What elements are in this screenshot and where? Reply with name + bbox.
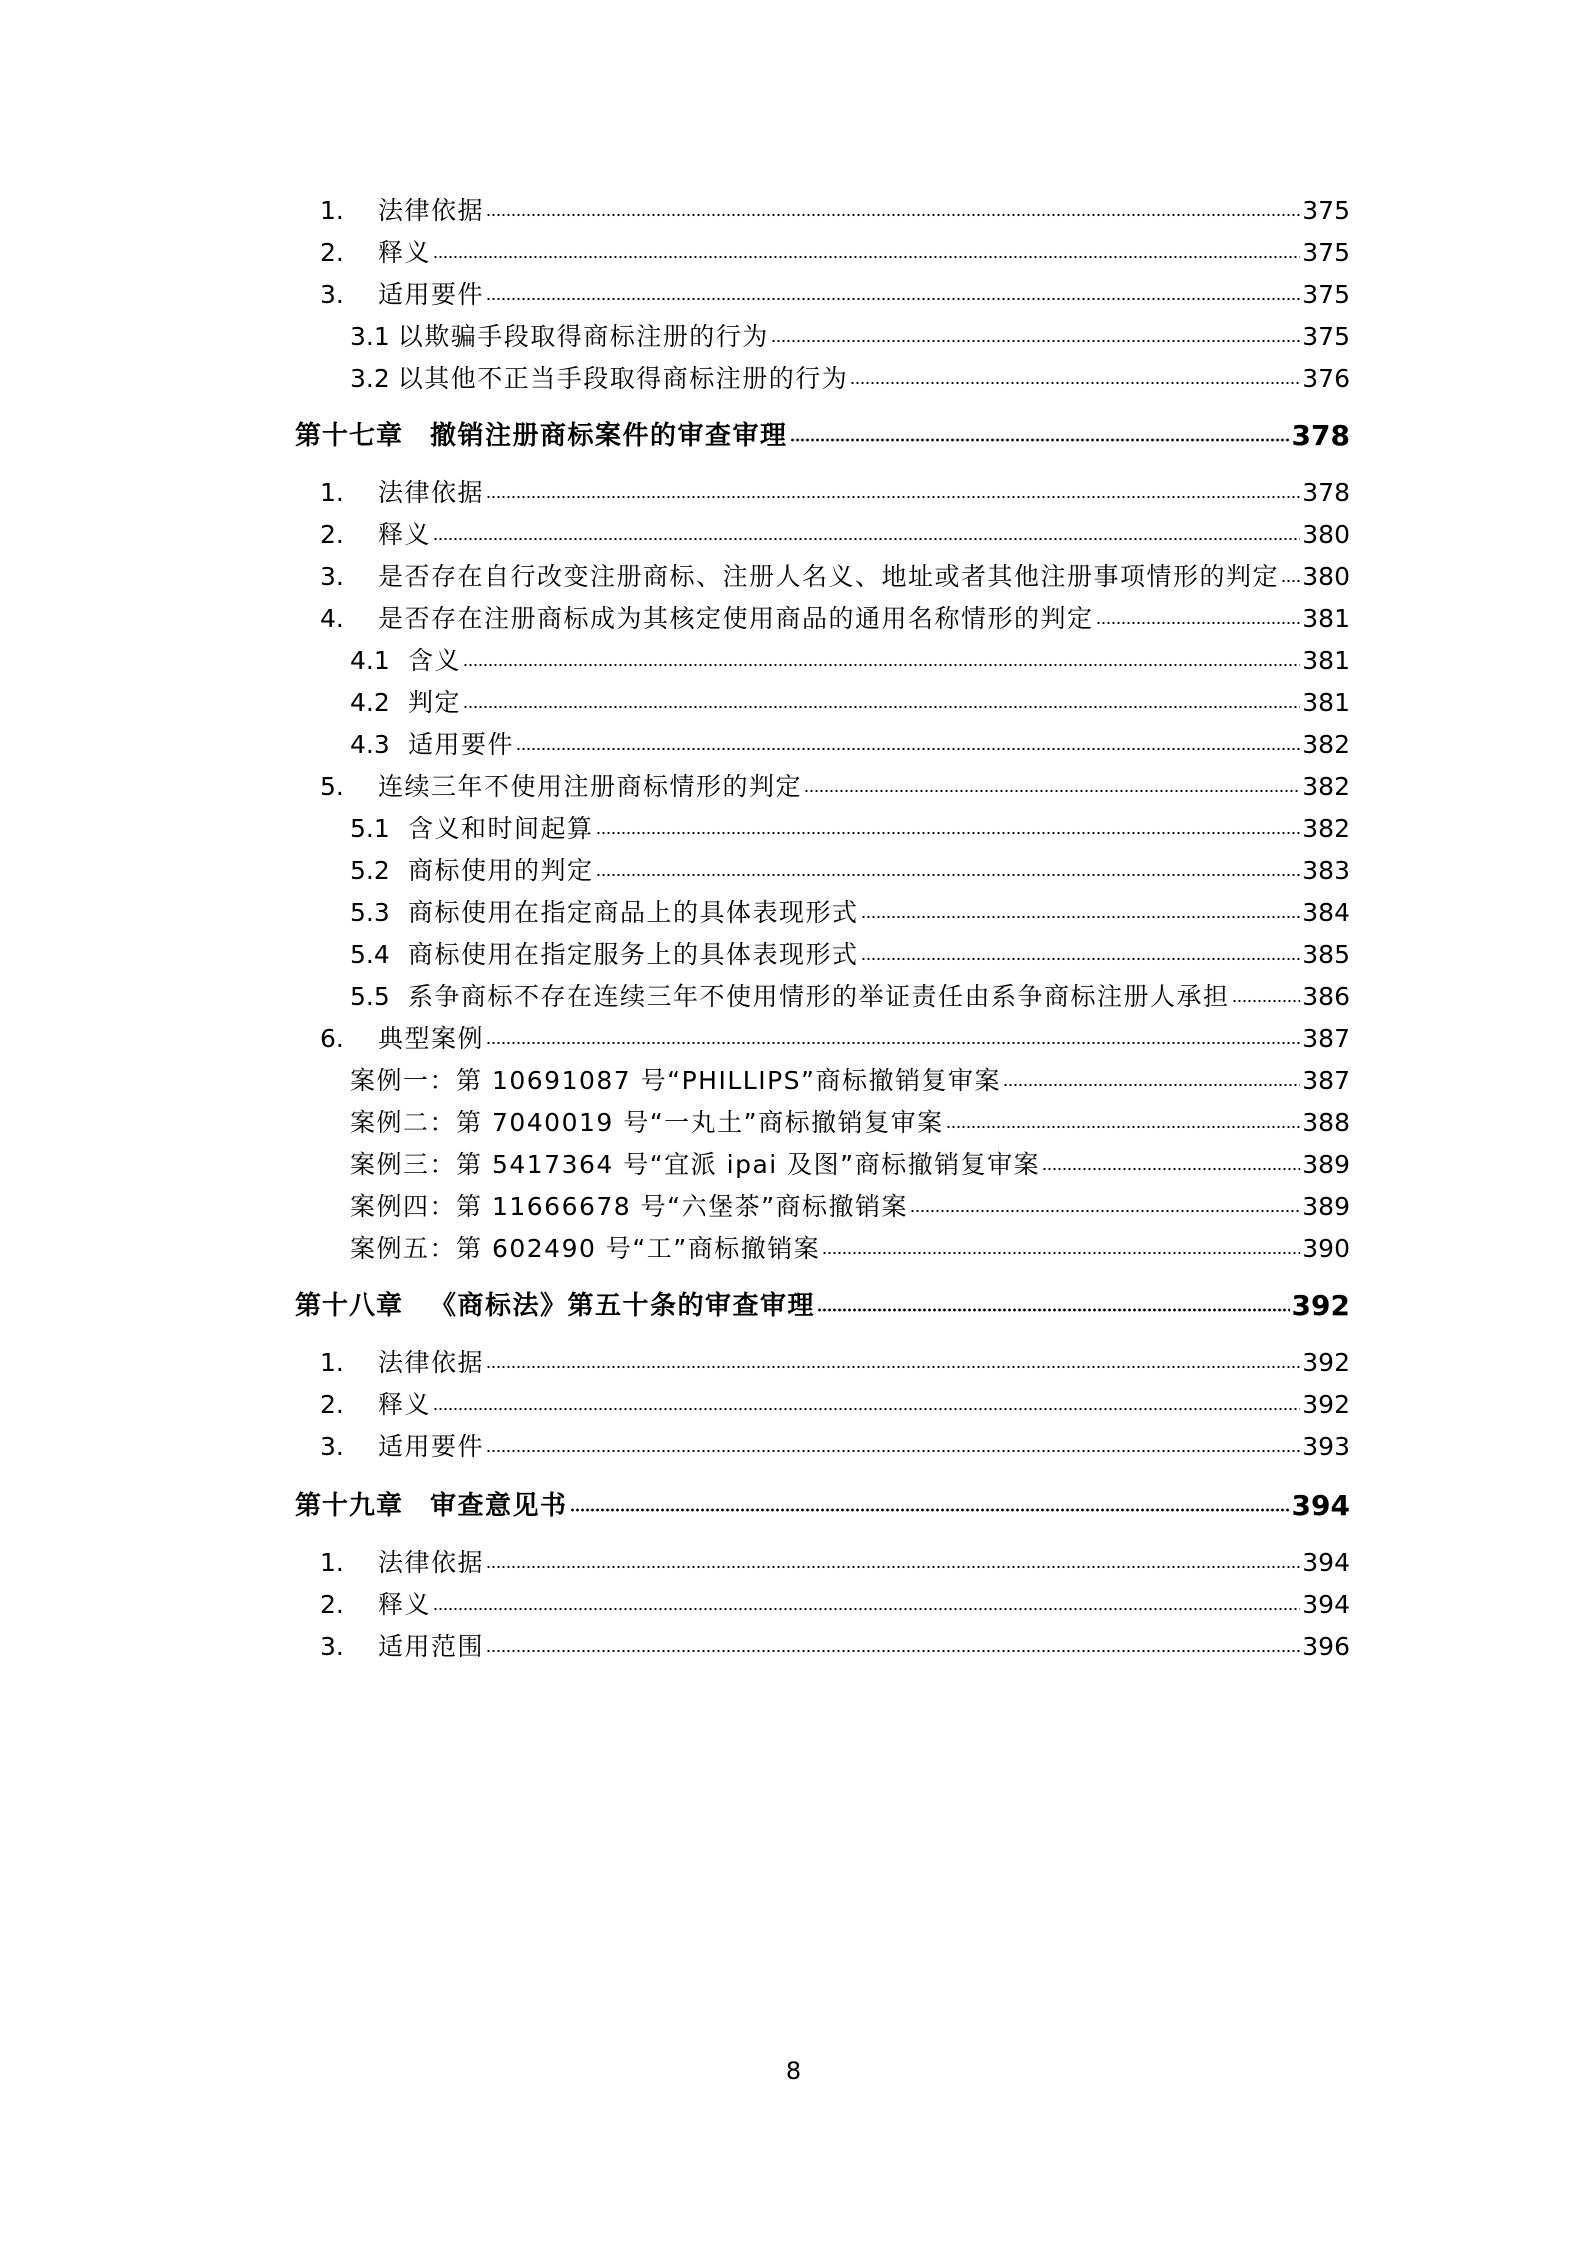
dot-leader [804,787,1300,795]
toc-entry-title: 案例五：第 602490 号“工”商标撤销案 [350,1234,821,1263]
toc-entry[interactable] [295,1620,1350,1662]
dot-leader [1042,1165,1300,1173]
toc-entry[interactable] [295,226,1350,268]
toc-entry-number: 2. [320,1590,344,1619]
dot-leader [570,1506,1290,1514]
toc-entry-title: 是否存在自行改变注册商标、注册人名义、地址或者其他注册事项情形的判定 [378,562,1280,591]
toc-entry-page: 386 [1302,982,1350,1011]
toc-entry-title: 撤销注册商标案件的审查审理 [430,421,788,451]
toc-entry-label [295,1108,944,1138]
toc-entry-number: 6. [320,1024,344,1053]
toc-entry-label [295,1024,484,1054]
toc-entry[interactable] [295,886,1350,928]
toc-entry-title: 释义 [378,520,432,549]
toc-entry-label [295,238,431,268]
dot-leader [486,1563,1300,1571]
toc-entry-page: 376 [1302,364,1350,393]
toc-entry-title: 商标使用在指定服务上的具体表现形式 [408,940,859,969]
dot-leader [486,1447,1300,1455]
toc-entry-title: 法律依据 [378,478,485,507]
toc-entry-label [295,730,514,760]
toc-entry-page: 378 [1291,419,1350,452]
dot-leader [817,1306,1290,1314]
toc-entry-page: 396 [1302,1632,1350,1661]
toc-entry-page: 380 [1302,520,1350,549]
toc-entry[interactable] [295,676,1350,718]
toc-entry-title: 适用范围 [378,1632,485,1661]
toc-entry-page: 375 [1302,322,1350,351]
toc-entry-page: 389 [1302,1150,1350,1179]
toc-entry-number: 3. [320,562,344,591]
toc-entry-title: 法律依据 [378,196,485,225]
toc-entry-label [295,772,802,802]
dot-leader [486,493,1300,501]
toc-entry[interactable] [295,844,1350,886]
toc-entry[interactable] [295,550,1350,592]
toc-entry-page: 382 [1302,730,1350,759]
toc-entry-title: 是否存在注册商标成为其核定使用商品的通用名称情形的判定 [378,604,1094,633]
dot-leader [790,436,1290,444]
toc-entry[interactable] [295,1536,1350,1578]
dot-leader [433,253,1300,261]
toc-entry-number: 5.2 [350,856,390,885]
toc-entry[interactable] [295,1180,1350,1222]
toc-entry-label [295,478,484,508]
dot-leader [516,745,1300,753]
toc-entry-title: 案例四：第 11666678 号“六堡茶”商标撤销案 [350,1192,909,1221]
toc-entry-label [295,1291,815,1321]
toc-entry-page: 381 [1302,688,1350,717]
toc-entry-page: 394 [1291,1489,1350,1522]
toc-entry-number: 5.5 [350,982,390,1011]
toc-entry-label [295,520,431,550]
toc-entry-label [295,421,788,451]
toc-entry-number: 4.3 [350,730,390,759]
toc-chapter-entry[interactable] [295,1279,1350,1321]
toc-entry-number: 5.4 [350,940,390,969]
toc-entry[interactable] [295,1012,1350,1054]
toc-entry-number: 3. [320,1432,344,1461]
toc-entry-number: 3.1 [350,322,390,351]
toc-entry-number: 3. [320,1632,344,1661]
dot-leader [910,1207,1300,1215]
toc-entry[interactable] [295,760,1350,802]
dot-leader [850,379,1300,387]
toc-entry-page: 387 [1302,1066,1350,1095]
toc-entry-title: 法律依据 [378,1348,485,1377]
toc-entry-page: 392 [1302,1390,1350,1419]
toc-entry[interactable] [295,310,1350,352]
toc-entry-label [295,1590,431,1620]
toc-entry-page: 382 [1302,814,1350,843]
dot-leader [596,829,1301,837]
toc-entry-title: 适用要件 [408,730,515,759]
page-number: 8 [785,2057,802,2085]
toc-entry-number: 1. [320,196,344,225]
toc-entry-number: 第十九章 [295,1491,404,1521]
toc-entry[interactable] [295,1096,1350,1138]
toc-entry-title: 案例三：第 5417364 号“宜派 ipai 及图”商标撤销复审案 [350,1150,1041,1179]
toc-entry-title: 含义和时间起算 [408,814,594,843]
toc-entry-page: 387 [1302,1024,1350,1053]
toc-entry-label [295,814,594,844]
toc-entry-page: 375 [1302,238,1350,267]
toc-entry[interactable] [295,970,1350,1012]
toc-entry-number: 3.2 [350,364,390,393]
toc-entry-title: 连续三年不使用注册商标情形的判定 [378,772,803,801]
dot-leader [861,955,1301,963]
toc-entry-title: 适用要件 [378,1432,485,1461]
toc-entry-number: 1. [320,1348,344,1377]
toc-entry-label [295,1348,484,1378]
toc-entry[interactable] [295,466,1350,508]
toc-entry[interactable] [295,1054,1350,1096]
dot-leader [433,535,1300,543]
toc-entry-page: 393 [1302,1432,1350,1461]
toc-entry-label [295,196,484,226]
toc-entry-page: 378 [1302,478,1350,507]
toc-entry-page: 390 [1302,1234,1350,1263]
dot-leader [486,1039,1300,1047]
toc-entry-label [295,604,1094,634]
toc-entry-number: 1. [320,1548,344,1577]
toc-entry-label [295,898,859,928]
toc-entry-label [295,1632,484,1662]
toc-entry[interactable] [295,1336,1350,1378]
dot-leader [463,661,1300,669]
toc-entry-title: 案例一：第 10691087 号“PHILLIPS”商标撤销复审案 [350,1066,1001,1095]
toc-entry[interactable] [295,268,1350,310]
toc-entry-page: 394 [1302,1548,1350,1577]
toc-entry-page: 381 [1302,604,1350,633]
toc-entry-page: 380 [1302,562,1350,591]
toc-entry-page: 389 [1302,1192,1350,1221]
toc-entry-label [295,1432,484,1462]
dot-leader [463,703,1300,711]
toc-entry-title: 法律依据 [378,1548,485,1577]
toc-entry-number: 第十八章 [295,1291,404,1321]
toc-entry-number: 2. [320,520,344,549]
toc-entry-title: 商标使用在指定商品上的具体表现形式 [408,898,859,927]
toc-entry-label [295,1150,1040,1180]
dot-leader [486,295,1300,303]
toc-entry[interactable] [295,508,1350,550]
dot-leader [1003,1081,1300,1089]
toc-entry-number: 4.1 [350,646,390,675]
toc-entry-title: 商标使用的判定 [408,856,594,885]
toc-entry[interactable] [295,1420,1350,1462]
toc-entry[interactable] [295,634,1350,676]
toc-entry-label [295,1548,484,1578]
toc-entry-title: 典型案例 [378,1024,485,1053]
dot-leader [486,211,1300,219]
toc-entry-number: 5.3 [350,898,390,927]
toc-entry[interactable] [295,718,1350,760]
dot-leader [861,913,1301,921]
dot-leader [596,871,1301,879]
toc-entry-page: 388 [1302,1108,1350,1137]
toc-entry-title: 判定 [408,688,462,717]
toc-entry-number: 5.1 [350,814,390,843]
toc-entry-label [295,982,1230,1012]
toc-entry-number: 3. [320,280,344,309]
toc-entry[interactable] [295,802,1350,844]
toc-chapter-entry[interactable] [295,1479,1350,1521]
toc-entry-label [295,280,484,310]
dot-leader [822,1249,1300,1257]
toc-entry-label [295,1234,820,1264]
toc-entry-title: 案例二：第 7040019 号“一丸土”商标撤销复审案 [350,1108,944,1137]
toc-entry-label [295,856,594,886]
toc-entry-label [295,688,461,718]
toc-entry-title: 含义 [408,646,462,675]
toc-entry-label [295,646,461,676]
toc-entry-label [295,1491,568,1521]
toc-entry-page: 382 [1302,772,1350,801]
dot-leader [433,1605,1300,1613]
dot-leader [1281,577,1300,585]
dot-leader [946,1123,1301,1131]
toc-entry-label [295,562,1279,592]
toc-entry[interactable] [295,592,1350,634]
toc-entry-title: 适用要件 [378,280,485,309]
toc-entry-page: 381 [1302,646,1350,675]
toc-entry-page: 392 [1302,1348,1350,1377]
toc-entry-label [295,1390,431,1420]
toc-entry-number: 5. [320,772,344,801]
toc-entry-title: 审查意见书 [430,1491,568,1521]
toc-entry-label [295,322,769,352]
toc-entry[interactable] [295,1378,1350,1420]
toc-entry[interactable] [295,928,1350,970]
toc-entry-label [295,1066,1001,1096]
toc-entry-title: 《商标法》第五十条的审查审理 [430,1291,816,1321]
toc-chapter-entry[interactable] [295,409,1350,451]
toc-entry[interactable] [295,1578,1350,1620]
dot-leader [1096,619,1301,627]
toc-entry-number: 4. [320,604,344,633]
toc-entry[interactable] [295,184,1350,226]
dot-leader [771,337,1301,345]
toc-entry-number: 第十七章 [295,421,404,451]
toc-entry[interactable] [295,1138,1350,1180]
toc-entry-page: 384 [1302,898,1350,927]
toc-entry-title: 释义 [378,1590,432,1619]
toc-entry-number: 2. [320,238,344,267]
toc-entry-label [295,940,859,970]
toc-entry-page: 385 [1302,940,1350,969]
toc-entry-number: 4.2 [350,688,390,717]
toc-entry-page: 392 [1291,1289,1350,1322]
toc-entry-title: 系争商标不存在连续三年不使用情形的举证责任由系争商标注册人承担 [408,982,1230,1011]
toc-entry-title: 以其他不正当手段取得商标注册的行为 [397,364,849,393]
toc-entry[interactable] [295,1222,1350,1264]
toc-entry-number: 2. [320,1390,344,1419]
toc-entry-number: 1. [320,478,344,507]
toc-entry-title: 释义 [378,1390,432,1419]
toc-entry-page: 375 [1302,280,1350,309]
toc-entry-title: 以欺骗手段取得商标注册的行为 [397,322,769,351]
toc-entry-page: 394 [1302,1590,1350,1619]
toc-entry-label [295,1192,908,1222]
toc-entry-title: 释义 [378,238,432,267]
toc-entry-label [295,364,848,394]
dot-leader [486,1363,1300,1371]
toc-entry[interactable] [295,352,1350,394]
toc-entry-page: 375 [1302,196,1350,225]
toc-entry-page: 383 [1302,856,1350,885]
dot-leader [433,1405,1300,1413]
dot-leader [1232,997,1301,1005]
dot-leader [486,1647,1300,1655]
